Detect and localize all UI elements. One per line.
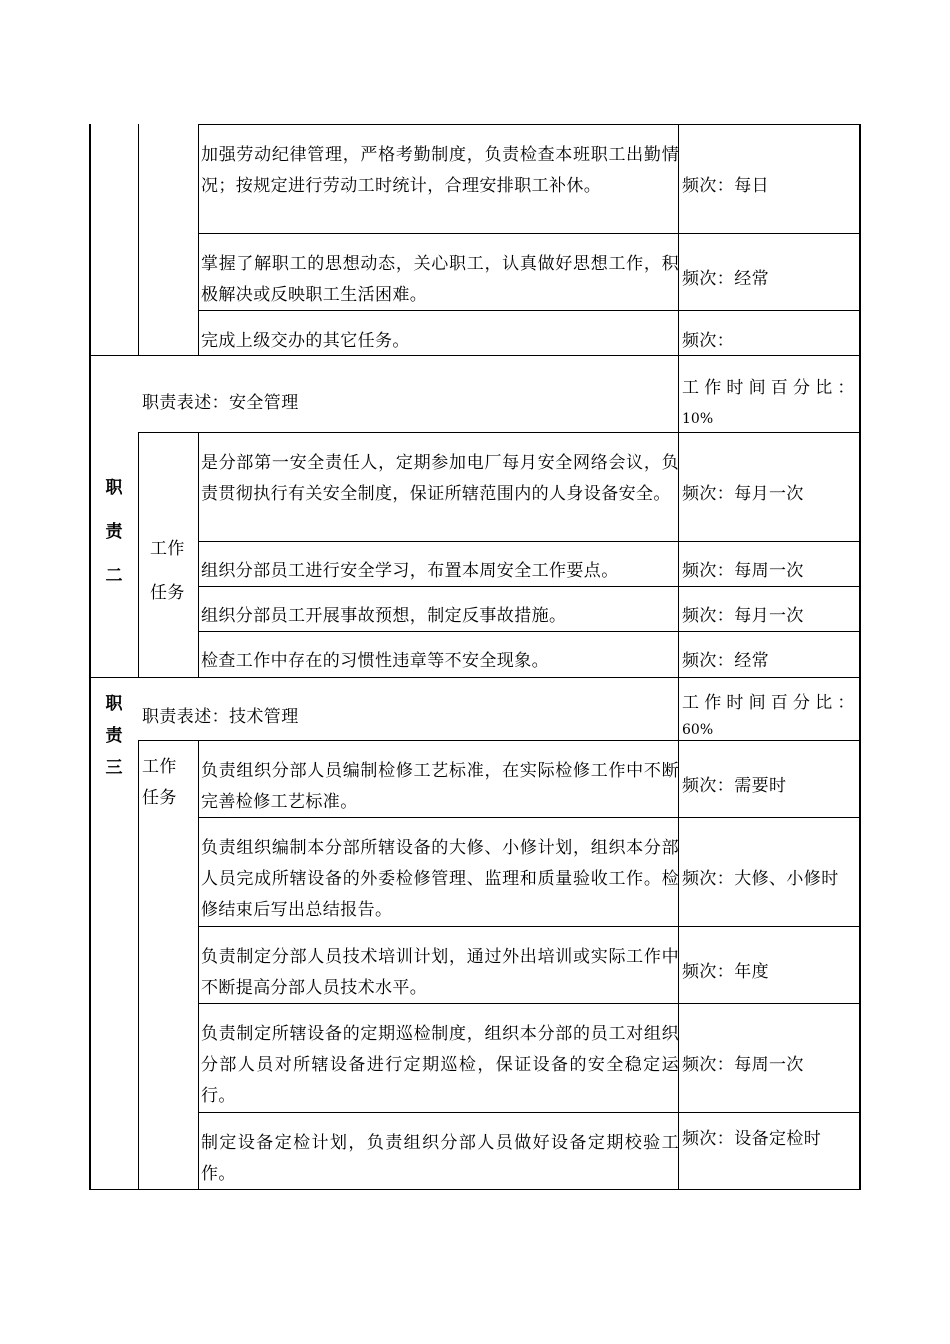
duty-label-char: 三 bbox=[105, 758, 123, 778]
task-text: 是分部第一安全责任人，定期参加电厂每月安全网络会议，负责贯彻执行有关安全制度，保证所辖范围内的人身设备安全。 bbox=[201, 453, 679, 504]
task-text: 组织分部员工进行安全学习，布置本周安全工作要点。 bbox=[201, 561, 619, 581]
duty-statement: 职责表述：安全管理 bbox=[142, 393, 299, 413]
task-frequency: 频次：每周一次 bbox=[682, 561, 804, 581]
duty-2-label bbox=[99, 466, 129, 598]
task-text: 制定设备定检计划，负责组织分部人员做好设备定期校验工作。 bbox=[201, 1133, 679, 1184]
task-frequency: 频次：经常 bbox=[682, 651, 769, 671]
duty-label-char: 职 bbox=[105, 478, 123, 498]
work-task-label bbox=[150, 527, 185, 615]
duty-3-label bbox=[99, 688, 129, 784]
task-frequency: 频次：大修、小修时 bbox=[682, 869, 839, 889]
task-text: 负责制定所辖设备的定期巡检制度，组织本分部的员工对组织分部人员对所辖设备进行定期巡检，保证设备的安全稳定运行。 bbox=[201, 1024, 679, 1106]
task-frequency: 频次：每日 bbox=[682, 176, 769, 196]
work-task-label-line: 工作 bbox=[142, 757, 177, 777]
duty-label-char: 二 bbox=[105, 566, 123, 586]
task-frequency: 频次：经常 bbox=[682, 269, 769, 289]
work-task-label bbox=[142, 752, 177, 814]
time-percentage-value: 10% bbox=[682, 411, 714, 427]
task-text: 负责制定分部人员技术培训计划，通过外出培训或实际工作中不断提高分部人员技术水平。 bbox=[201, 947, 679, 998]
time-percentage-label: 工作时间百分比： bbox=[682, 378, 860, 398]
task-text: 掌握了解职工的思想动态，关心职工，认真做好思想工作，积极解决或反映职工生活困难。 bbox=[201, 254, 679, 305]
task-text: 加强劳动纪律管理，严格考勤制度，负责检查本班职工出勤情况；按规定进行劳动工时统计，合理安排职工补休。 bbox=[201, 145, 679, 196]
task-text: 组织分部员工开展事故预想，制定反事故措施。 bbox=[201, 606, 567, 626]
duty-label-char: 责 bbox=[105, 726, 123, 746]
work-task-label-line: 任务 bbox=[142, 788, 177, 808]
task-frequency: 频次： bbox=[682, 331, 735, 351]
time-percentage-value: 60% bbox=[682, 722, 714, 738]
duty-statement: 职责表述：技术管理 bbox=[142, 707, 299, 727]
task-text: 完成上级交办的其它任务。 bbox=[201, 331, 410, 351]
task-frequency: 频次：年度 bbox=[682, 962, 769, 982]
task-text: 负责组织编制本分部所辖设备的大修、小修计划，组织本分部人员完成所辖设备的外委检修管理、监理和质量验收工作。检修结束后写出总结报告。 bbox=[201, 838, 679, 920]
task-frequency: 频次：每月一次 bbox=[682, 484, 804, 504]
duty-label-char: 责 bbox=[105, 522, 123, 542]
task-frequency: 频次：每周一次 bbox=[682, 1055, 804, 1075]
time-percentage-label: 工作时间百分比： bbox=[682, 693, 860, 713]
work-task-label-line: 工作 bbox=[150, 539, 185, 559]
work-task-label-line: 任务 bbox=[150, 583, 185, 603]
task-text: 检查工作中存在的习惯性违章等不安全现象。 bbox=[201, 651, 549, 671]
task-text: 负责组织分部人员编制检修工艺标准，在实际检修工作中不断完善检修工艺标准。 bbox=[201, 761, 679, 812]
task-frequency: 频次：每月一次 bbox=[682, 606, 804, 626]
task-frequency: 频次：设备定检时 bbox=[682, 1129, 822, 1149]
duty-label-char: 职 bbox=[105, 694, 123, 714]
task-frequency: 频次：需要时 bbox=[682, 776, 787, 796]
